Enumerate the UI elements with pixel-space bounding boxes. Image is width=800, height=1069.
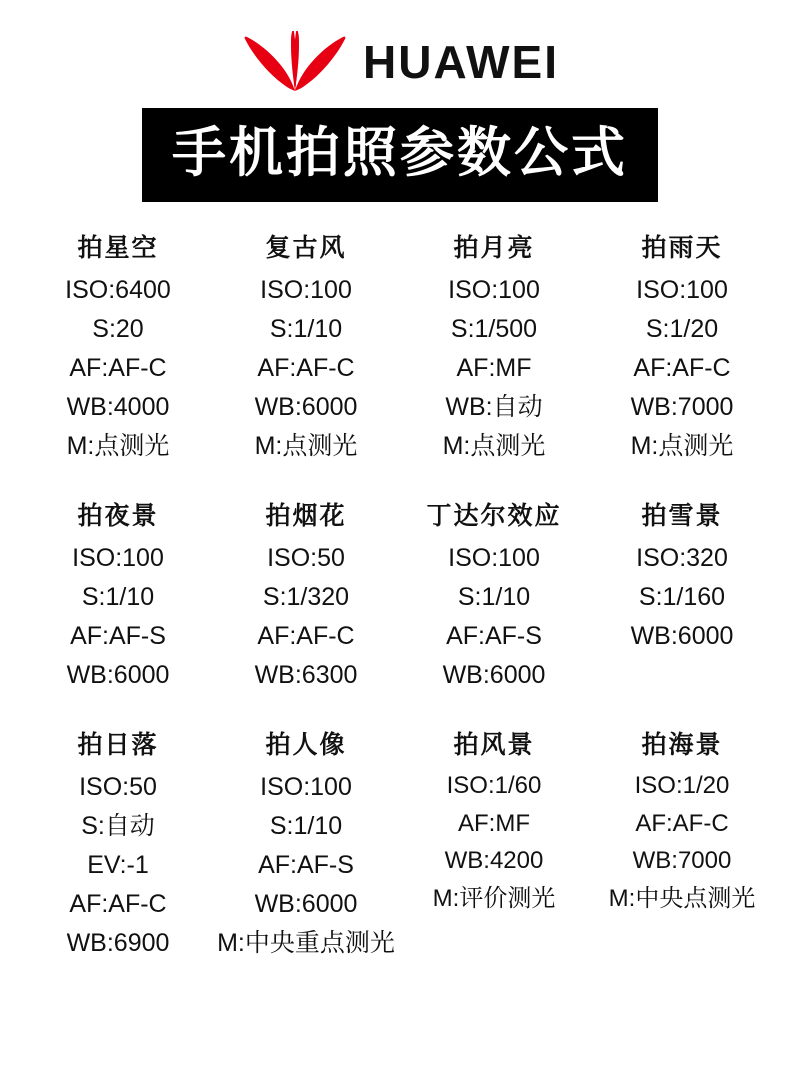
param-line: WB:自动 xyxy=(445,393,543,421)
param-line: S:20 xyxy=(92,315,144,343)
brand-header xyxy=(0,0,800,96)
scene-card-title: 拍星空 xyxy=(77,233,159,262)
param-line: ISO:1/60 xyxy=(446,772,542,799)
param-line: M:中央重点测光 xyxy=(217,929,395,957)
scene-card xyxy=(588,228,776,462)
param-line: WB:6300 xyxy=(254,661,358,689)
param-line: WB:7000 xyxy=(632,847,732,875)
param-line: WB:4000 xyxy=(66,393,170,421)
param-line: S:1/500 xyxy=(450,315,538,343)
param-line: ISO:100 xyxy=(448,544,540,572)
param-line: AF:MF xyxy=(456,354,532,382)
param-line: M:点测光 xyxy=(66,432,170,460)
scene-card xyxy=(24,725,212,959)
param-line: M:点测光 xyxy=(442,432,546,460)
scene-card-params xyxy=(67,542,170,691)
param-line: S:自动 xyxy=(81,812,155,840)
param-line: ISO:50 xyxy=(267,544,345,572)
scene-card xyxy=(212,228,400,462)
scene-card-title: 拍雪景 xyxy=(641,501,723,530)
scene-card-params xyxy=(67,771,170,959)
scene-card xyxy=(588,496,776,691)
scene-card-title: 拍烟花 xyxy=(265,501,347,530)
param-line: AF:AF-C xyxy=(257,354,355,382)
param-line: WB:7000 xyxy=(630,393,734,421)
param-line: AF:AF-S xyxy=(258,851,354,879)
scene-card-title: 拍夜景 xyxy=(77,501,159,530)
param-line: ISO:1/20 xyxy=(634,772,730,799)
param-line: M:点测光 xyxy=(254,432,358,460)
param-line: WB:4200 xyxy=(444,847,544,875)
scene-card-params xyxy=(631,542,734,652)
param-line: M:中央点测光 xyxy=(608,885,756,913)
param-line: S:1/10 xyxy=(81,583,155,611)
param-line: ISO:6400 xyxy=(65,276,171,304)
param-line: AF:AF-C xyxy=(633,354,731,382)
param-line: EV:-1 xyxy=(87,851,149,879)
scene-card xyxy=(400,725,588,959)
param-line: AF:AF-S xyxy=(446,622,542,650)
param-line: WB:6000 xyxy=(442,661,546,689)
title-banner-wrap xyxy=(0,108,800,202)
scene-card-params xyxy=(255,542,358,691)
param-line: ISO:320 xyxy=(636,544,728,572)
param-line: WB:6000 xyxy=(254,393,358,421)
param-line: S:1/10 xyxy=(269,315,343,343)
scene-card-params xyxy=(609,771,756,915)
param-line: WB:6000 xyxy=(66,661,170,689)
param-line: AF:AF-C xyxy=(635,809,729,837)
param-line: S:1/10 xyxy=(269,812,343,840)
scene-card-grid xyxy=(0,228,800,959)
scene-card-title: 拍风景 xyxy=(453,730,535,759)
param-line: ISO:100 xyxy=(260,276,352,304)
scene-card-title: 拍日落 xyxy=(77,730,159,759)
scene-card-params xyxy=(65,274,171,462)
param-line: S:1/160 xyxy=(638,583,726,611)
param-line: S:1/20 xyxy=(645,315,719,343)
scene-card xyxy=(212,725,400,959)
scene-card-title: 拍雨天 xyxy=(641,233,723,262)
scene-card-params xyxy=(443,274,546,462)
param-line: WB:6900 xyxy=(66,929,170,957)
param-line: S:1/320 xyxy=(262,583,350,611)
param-line: AF:AF-C xyxy=(69,890,167,918)
scene-card-params xyxy=(631,274,734,462)
scene-card xyxy=(24,228,212,462)
page-title: 手机拍照参数公式 xyxy=(142,108,658,202)
param-line: ISO:100 xyxy=(448,276,540,304)
scene-card-title: 拍人像 xyxy=(265,730,347,759)
huawei-flower-logo xyxy=(241,31,349,93)
scene-card-title: 丁达尔效应 xyxy=(426,501,562,530)
scene-card-params xyxy=(433,771,556,915)
scene-card-title: 拍海景 xyxy=(641,730,723,759)
param-line: ISO:100 xyxy=(260,773,352,801)
scene-card-params xyxy=(217,771,395,959)
scene-card-title: 复古风 xyxy=(265,233,347,262)
param-line: WB:6000 xyxy=(630,622,734,650)
scene-card-params xyxy=(443,542,546,691)
scene-card xyxy=(400,228,588,462)
scene-card xyxy=(24,496,212,691)
param-line: M:评价测光 xyxy=(432,885,556,913)
scene-card-params xyxy=(255,274,358,462)
param-line: AF:AF-C xyxy=(69,354,167,382)
scene-card xyxy=(400,496,588,691)
scene-card xyxy=(212,496,400,691)
param-line: ISO:50 xyxy=(79,773,157,801)
param-line: S:1/10 xyxy=(457,583,531,611)
param-line: AF:AF-C xyxy=(257,622,355,650)
param-line: M:点测光 xyxy=(630,432,734,460)
scene-card-title: 拍月亮 xyxy=(453,233,535,262)
param-line: WB:6000 xyxy=(254,890,358,918)
param-line: ISO:100 xyxy=(636,276,728,304)
brand-wordmark: HUAWEI xyxy=(363,36,559,88)
param-line: ISO:100 xyxy=(72,544,164,572)
scene-card xyxy=(588,725,776,959)
param-line: AF:MF xyxy=(457,809,530,837)
param-line: AF:AF-S xyxy=(70,622,166,650)
